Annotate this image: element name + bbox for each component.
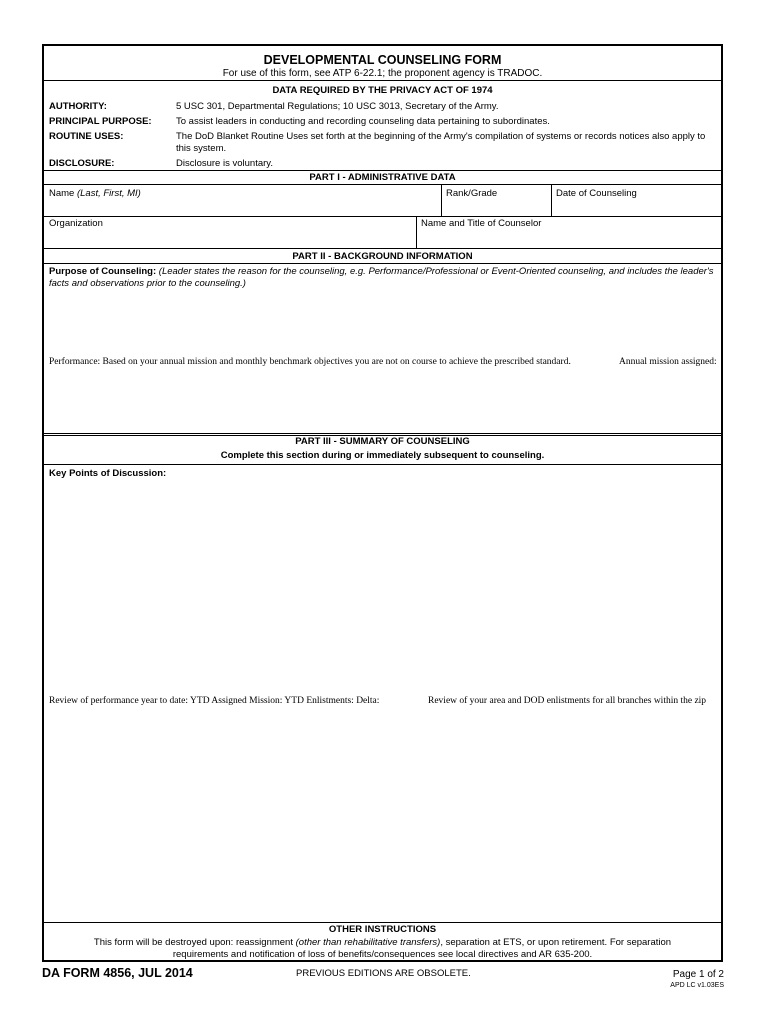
name-label: Name — [49, 188, 75, 199]
divider — [44, 80, 721, 81]
disclosure-label: DISCLOSURE: — [49, 158, 115, 169]
divider — [44, 170, 721, 171]
part3-subheading: Complete this section during or immediately subsequent to counseling. — [220, 450, 545, 461]
divider — [44, 184, 721, 185]
form-version: APD LC v1.03ES — [670, 982, 724, 989]
purpose-label: Purpose of Counseling: — [49, 266, 157, 277]
part1-heading: PART I - ADMINISTRATIVE DATA — [309, 172, 456, 183]
date-of-counseling-field[interactable]: Date of Counseling — [556, 188, 637, 199]
other-instructions-line2: requirements and notification of loss of benefits/consequences see local directives and AR 635-200. — [172, 949, 593, 960]
divider — [416, 216, 417, 248]
page-number: Page 1 of 2 — [672, 969, 724, 980]
review-ytd-text: Review of performance year to date: YTD Assigned Mission: YTD Enlistments: Delta: — [49, 696, 380, 706]
divider — [44, 263, 721, 264]
part2-heading: PART II - BACKGROUND INFORMATION — [292, 251, 473, 262]
counselor-name-field[interactable]: Name and Title of Counselor — [421, 218, 542, 229]
authority-label: AUTHORITY: — [49, 101, 107, 112]
divider — [441, 184, 442, 216]
rank-grade-field[interactable]: Rank/Grade — [446, 188, 498, 199]
form-subtitle: For use of this form, see ATP 6-22.1; the proponent agency is TRADOC. — [222, 68, 543, 79]
principal-purpose-label: PRINCIPAL PURPOSE: — [49, 116, 152, 127]
routine-uses-label: ROUTINE USES: — [49, 131, 124, 142]
purpose-hint: (Leader states the reason for the counseling, e.g. Performance/Professional or Event-Oriented counseling, and includes the leader's facts and observations prior to the counseling.) — [49, 266, 714, 289]
divider — [44, 433, 721, 434]
divider — [551, 184, 552, 216]
other-instructions-heading: OTHER INSTRUCTIONS — [328, 924, 437, 935]
key-points-label: Key Points of Discussion: — [49, 468, 167, 479]
organization-field[interactable]: Organization — [49, 218, 103, 229]
divider — [44, 464, 721, 465]
form-title: DEVELOPMENTAL COUNSELING FORM — [263, 53, 502, 67]
name-hint: (Last, First, MI) — [76, 188, 141, 199]
review-area-text: Review of your area and DOD enlistments for all branches within the zip — [428, 696, 707, 706]
instructions-text: , separation at ETS, or upon retirement. For separation — [440, 937, 672, 948]
instructions-italic-text: (other than rehabilitative transfers) — [295, 937, 441, 948]
divider — [44, 248, 721, 249]
divider — [44, 922, 721, 923]
counseling-form — [42, 44, 723, 962]
disclosure-text: Disclosure is voluntary. — [176, 158, 273, 169]
routine-uses-text: The DoD Blanket Routine Uses set forth at the beginning of the Army's compilation of systems or records notices also apply to this system. — [176, 131, 706, 154]
editions-notice: PREVIOUS EDITIONS ARE OBSOLETE. — [296, 968, 471, 979]
part3-heading: PART III - SUMMARY OF COUNSELING — [295, 436, 470, 447]
divider — [44, 216, 721, 217]
privacy-heading: DATA REQUIRED BY THE PRIVACY ACT OF 1974 — [272, 85, 493, 96]
instructions-text: This form will be destroyed upon: reassignment — [93, 937, 293, 948]
form-id: DA FORM 4856, JUL 2014 — [42, 966, 193, 980]
annual-mission-text: Annual mission assigned: — [619, 357, 717, 367]
performance-text: Performance: Based on your annual mission and monthly benchmark objectives you are not on course to achieve the prescribed standard. — [49, 357, 571, 367]
name-field[interactable] — [49, 188, 141, 200]
authority-text: 5 USC 301, Departmental Regulations; 10 USC 3013, Secretary of the Army. — [176, 101, 499, 112]
principal-purpose-text: To assist leaders in conducting and recording counseling data pertaining to subordinates. — [176, 116, 550, 127]
other-instructions-line1 — [44, 937, 721, 949]
